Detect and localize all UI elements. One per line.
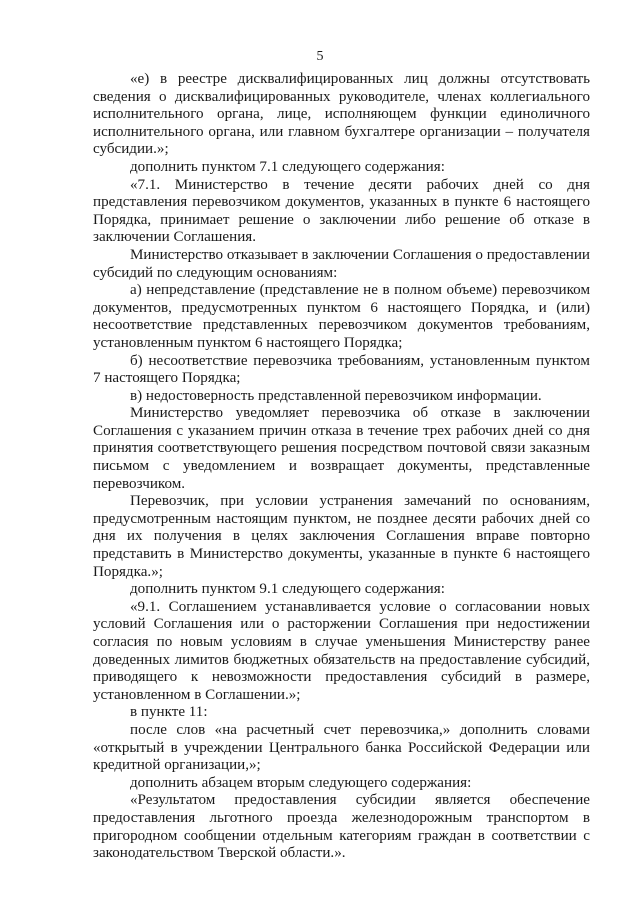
- paragraph-4: Министерство отказывает в заключении Соглашения о предоставлении субсидий по следующим основаниям:: [93, 246, 590, 281]
- paragraph-3: «7.1. Министерство в течение десяти рабочих дней со дня представления перевозчиком документов, указанных в пункте 6 настоящего Порядка, принимает решение о заключении либо решение об отказе в заключении Соглашения.: [93, 176, 590, 246]
- document-body: [93, 71, 590, 863]
- page-number: 5: [316, 49, 324, 64]
- paragraph-9: Перевозчик, при условии устранения замечаний по основаниям, предусмотренным настоящим пунктом, не позднее десяти рабочих дней со дня их получения в целях заключения Соглашения вправе повторно представить в Министерство документы, указанные в пункте 6 настоящего Порядка.»;: [93, 493, 590, 580]
- paragraph-5: а) непредставление (представление не в полном объеме) перевозчиком документов, предусмотренных пунктом 6 настоящего Порядка, и (или) несоответствие представленных перевозчиком документов требованиям, установленным пунктом 6 настоящего Порядка;: [93, 282, 590, 351]
- paragraph-15: «Результатом предоставления субсидии является обеспечение предоставления льготного проезда железнодорожным транспортом в пригородном сообщении отдельным категориям граждан в соответствии с законодательством Тверской области.».: [93, 792, 590, 862]
- paragraph-6: б) несоответствие перевозчика требованиям, установленным пунктом 7 настоящего Порядка;: [93, 352, 590, 387]
- paragraph-11: «9.1. Соглашением устанавливается условие о согласовании новых условий Соглашения или о расторжении Соглашения при недостижении согласия по новым условиям в случае уменьшения Министерству ранее доведенных лимитов бюджетных обязательств на предоставление субсидий, приводящего к невозможности предоставления субсидий в размере, установленном в Соглашении.»;: [93, 598, 590, 703]
- paragraph-14: дополнить абзацем вторым следующего содержания:: [130, 774, 472, 791]
- paragraph-10: дополнить пунктом 9.1 следующего содержания:: [130, 581, 445, 598]
- paragraph-8: Министерство уведомляет перевозчика об отказе в заключении Соглашения с указанием причин отказа в течение трех рабочих дней со дня принятия соответствующего решения посредством почтовой связи заказным письмом с уведомлением и возвращает документы, представленные перевозчиком.: [93, 405, 590, 492]
- paragraph-12: в пункте 11:: [130, 704, 208, 721]
- paragraph-13: после слов «на расчетный счет перевозчика,» дополнить словами «открытый в учреждении Центрального банка Российской Федерации или кредитной организации,»;: [93, 721, 590, 774]
- paragraph-1: «е) в реестре дисквалифицированных лиц должны отсутствовать сведения о дисквалифицированных руководителе, членах коллегиального исполнительного органа, лице, исполняющем функции единоличного исполнительного органа, или главном бухгалтере организации – получателя субсидии.»;: [93, 71, 590, 158]
- paragraph-7: в) недостоверность представленной перевозчиком информации.: [130, 387, 542, 404]
- paragraph-2: дополнить пунктом 7.1 следующего содержания:: [130, 158, 445, 175]
